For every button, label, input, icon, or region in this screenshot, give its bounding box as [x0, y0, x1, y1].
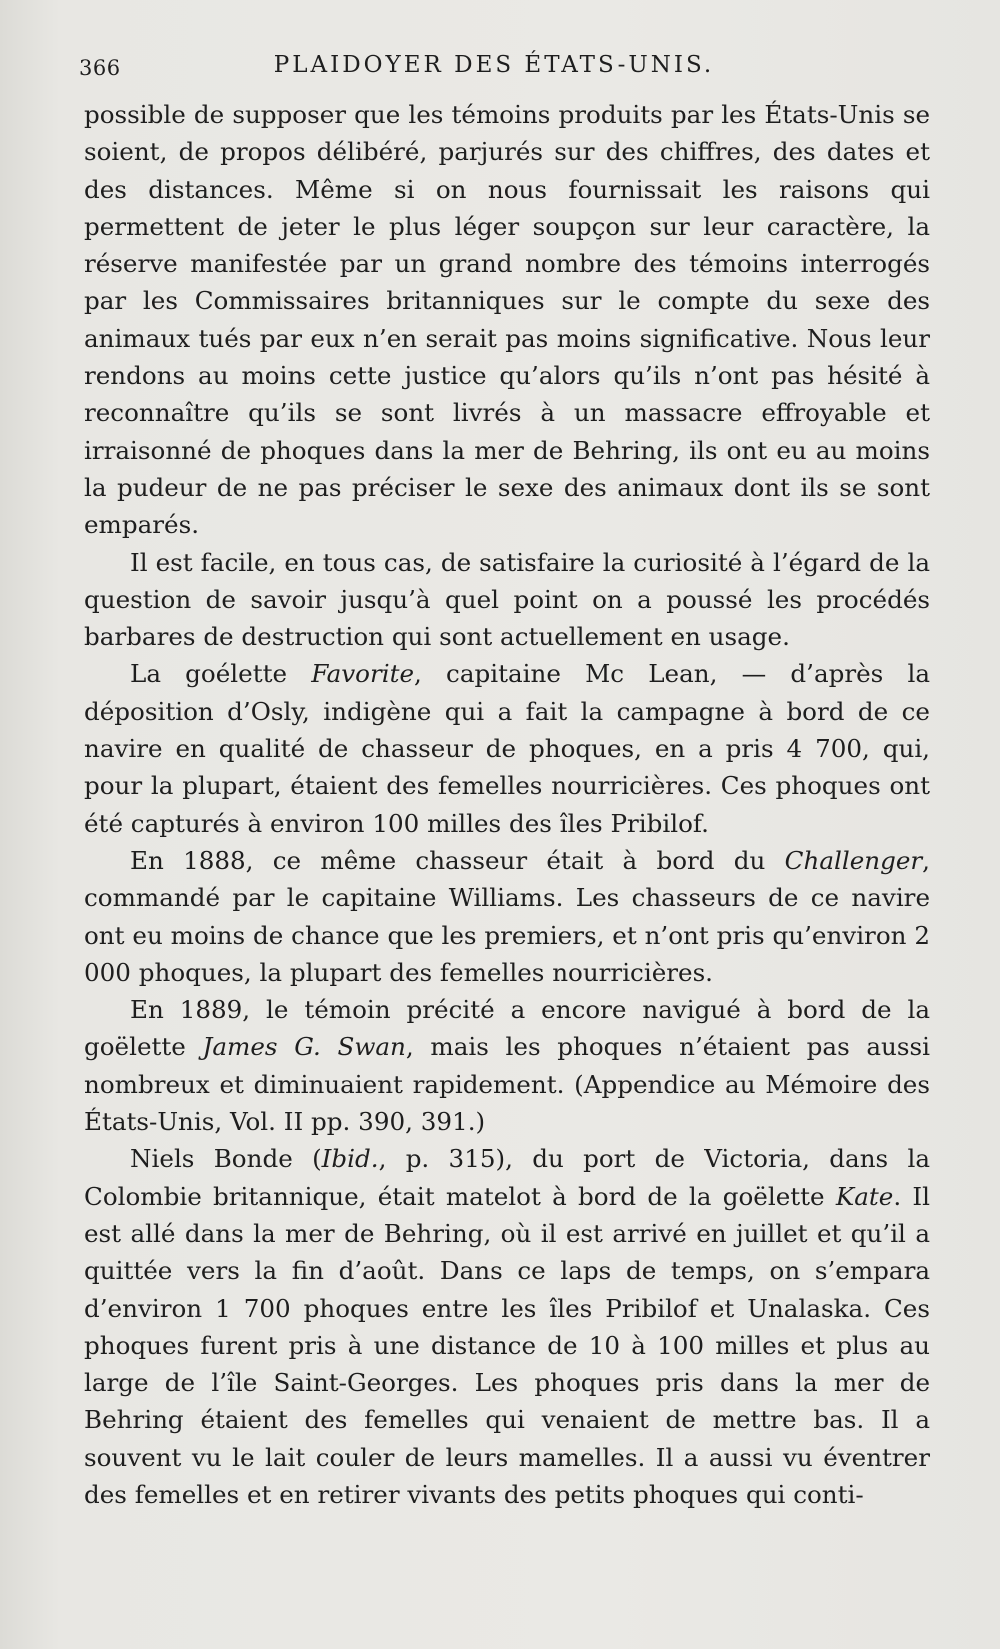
ship-name-james-g-swan: James G. Swan: [202, 1032, 406, 1062]
paragraph-4-text-after: , commandé par le capitaine Williams. Les chasseurs de ce navire ont eu moins de chance que les premiers, et n’ont pris qu’environ 2 000 phoques, la plupart des femelles nourricières.: [84, 845, 930, 987]
paragraph-6-text-middle: , p. 315), du port de Victoria, dans la Colombie britannique, était matelot à bord de la goëlette: [84, 1144, 930, 1211]
ship-name-challenger: Challenger: [784, 845, 923, 875]
paragraph-1: [84, 96, 930, 544]
paragraph-2-text: Il est facile, en tous cas, de satisfaire la curiosité à l’égard de la question de savoir jusqu’à quel point on a poussé les procédés barbares de destruction qui sont actuellement en usage.: [84, 547, 930, 652]
paragraph-5: [84, 991, 930, 1140]
citation-ibid: Ibid.: [321, 1144, 379, 1174]
paragraph-4: [84, 842, 930, 991]
paragraph-3: [84, 655, 930, 841]
running-title: PLAIDOYER DES ÉTATS-UNIS.: [273, 52, 715, 78]
ship-name-favorite: Favorite: [311, 659, 415, 689]
paragraph-6-text-after: . Il est allé dans la mer de Behring, où il est arrivé en juillet et qu’il a quittée vers la fin d’août. Dans ce laps de temps, on s’empara d’environ 1 700 phoques entre les îles Pribilof et Unalaska. Ces phoques furent pris à une distance de 10 à 100 milles et plus au large de l’île Saint-Georges. Les phoques pris dans la mer de Behring étaient des femelles qui venaient de mettre bas. Il a souvent vu le lait couler de leurs mamelles. Il a aussi vu éventrer des femelles et en retirer vivants des petits phoques qui conti-: [84, 1181, 930, 1509]
paragraph-6: [84, 1140, 930, 1513]
paragraph-3-text-after: , capitaine Mc Lean, — d’après la déposition d’Osly, indigène qui a fait la campagne à bord de ce navire en qualité de chasseur de phoques, en a pris 4 700, qui, pour la plupart, étaient des femelles nourricières. Ces phoques ont été capturés à environ 100 milles des îles Pribilof.: [84, 659, 930, 838]
paragraph-6-text-before: Niels Bonde (: [130, 1144, 322, 1174]
page-header: [79, 48, 909, 88]
paragraph-4-text-before: En 1888, ce même chasseur était à bord du: [130, 845, 785, 875]
paragraph-3-text-before: La goélette: [130, 659, 312, 689]
paragraph-5-text-before: En 1889, le témoin précité a encore navigué à bord de la goëlette: [84, 995, 930, 1062]
page-number: 366: [79, 56, 121, 80]
ship-name-kate: Kate: [835, 1181, 894, 1211]
paragraph-2: [84, 544, 930, 656]
paragraph-1-text: possible de supposer que les témoins produits par les États-Unis se soient, de propos délibéré, parjurés sur des chiffres, des dates et des distances. Même si on nous fournissait les raisons qui permettent de jeter le plus léger soupçon sur leur caractère, la réserve manifestée par un grand nombre des témoins interrogés par les Commissaires britanniques sur le compte du sexe des animaux tués par eux n’en serait pas moins significative. Nous leur rendons au moins cette justice qu’alors qu’ils n’ont pas hésité à reconnaître qu’ils se sont livrés à un massacre effroyable et irraisonné de phoques dans la mer de Behring, ils ont eu au moins la pudeur de ne pas préciser le sexe des animaux dont ils se sont emparés.: [84, 100, 930, 540]
paragraph-5-text-after: , mais les phoques n’étaient pas aussi nombreux et diminuaient rapidement. (Appendice au Mémoire des États-Unis, Vol. II pp. 390, 391.): [84, 1032, 930, 1137]
body-text: [84, 96, 930, 1513]
